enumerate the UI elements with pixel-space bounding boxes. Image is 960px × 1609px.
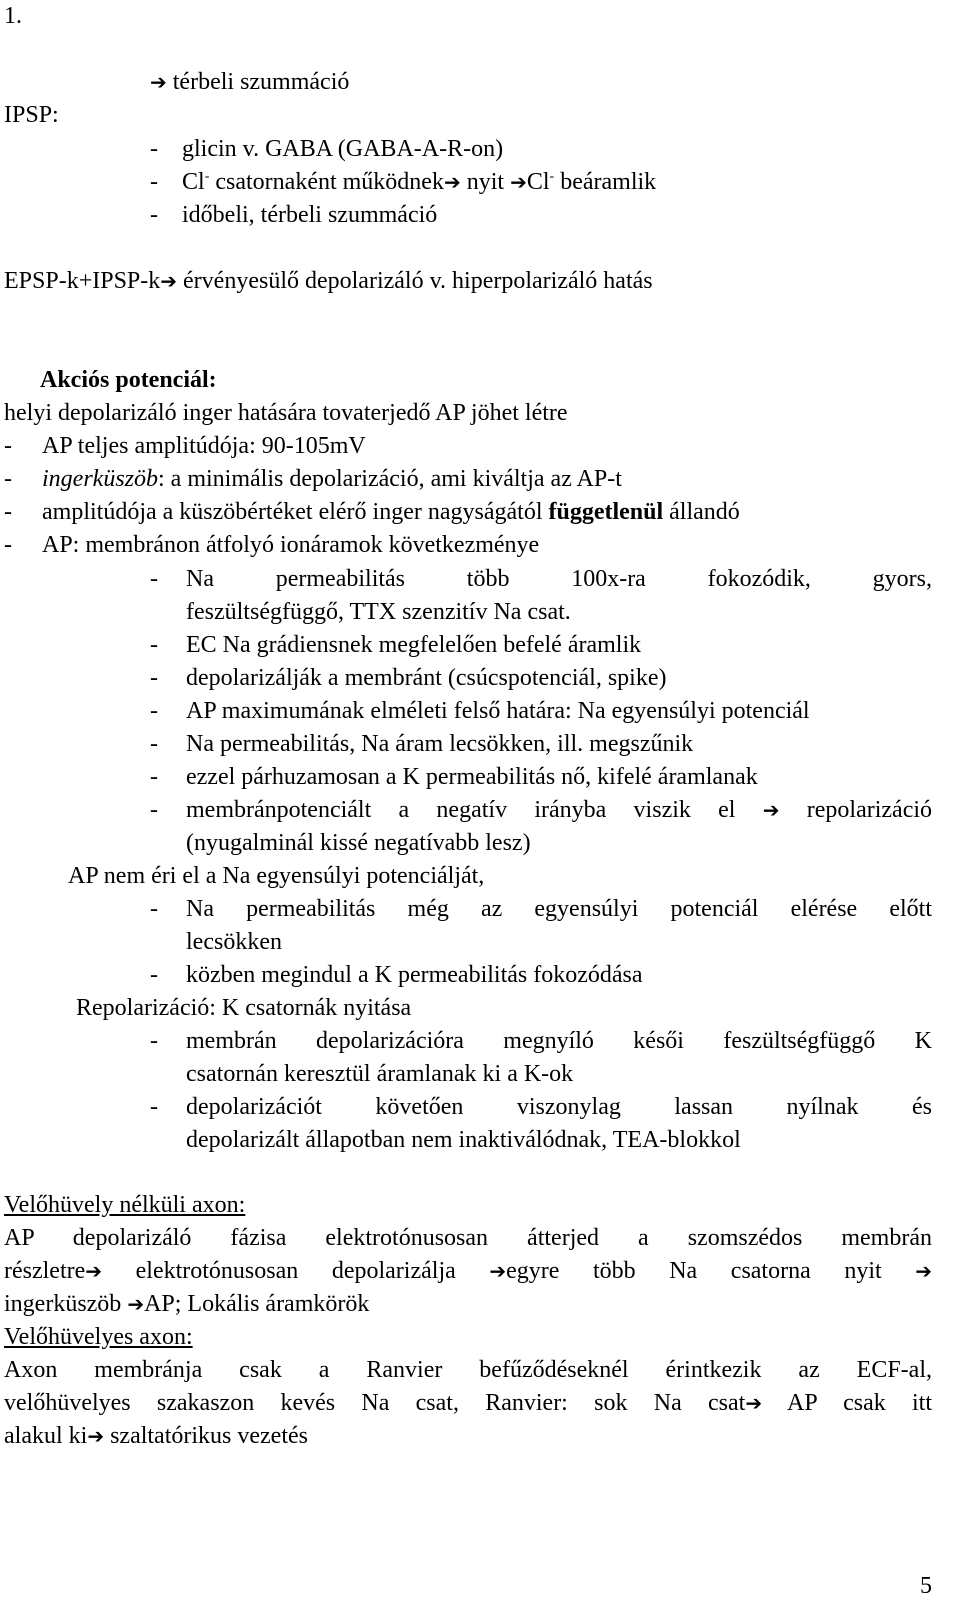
ap-item: - AP: membránon átfolyó ionáramok következménye — [4, 532, 540, 558]
unmyelinated-line: AP depolarizáló fázisa elektrotónusosan átterjed a szomszédos membrán — [4, 1225, 932, 1251]
ap-sub-item: depolarizálják a membránt (csúcspotenciál, spike) — [186, 665, 667, 691]
ap-sub-item: Na permeabilitás, Na áram lecsökken, ill. megszűnik — [186, 731, 694, 757]
arrow-icon: ➔ — [160, 269, 178, 293]
ap-item: - ingerküszöb: a minimális depolarizáció, ami kiváltja az AP-t — [4, 466, 622, 492]
arrow-icon: ➔ — [510, 170, 527, 194]
spatial-summation-line — [150, 66, 349, 99]
ap-sub-item-cont: (nyugalminál kissé negatívabb lesz) — [186, 830, 531, 856]
bullet-dash: - — [150, 962, 158, 988]
ap-intro: helyi depolarizáló inger hatására tovaterjedő AP jöhet létre — [4, 400, 568, 426]
arrow-icon: ➔ — [87, 1424, 105, 1448]
myelinated-line: Axon membránja csak a Ranvier befűződéseknél érintkezik az ECF-al, — [4, 1357, 932, 1383]
arrow-icon: ➔ — [762, 798, 780, 822]
arrow-icon: ➔ — [915, 1259, 932, 1283]
myelinated-line: velőhüvelyes szakaszon kevés Na csat, Ranvier: sok Na csat➔ AP csak itt — [4, 1390, 933, 1416]
bullet-dash: - — [150, 797, 158, 823]
ap-sub-item: EC Na grádiensnek megfelelően befelé áramlik — [186, 632, 642, 658]
unmyelinated-heading: Velőhüvely nélküli axon: — [4, 1192, 246, 1218]
repol-item-cont: csatornán keresztül áramlanak ki a K-ok — [186, 1061, 574, 1087]
arrow-icon: ➔ — [443, 170, 461, 194]
ipsp-item: - glicin v. GABA (GABA-A-R-on) — [150, 136, 504, 162]
ap-sub-item: ezzel párhuzamosan a K permeabilitás nő, kifelé áramlanak — [186, 764, 758, 790]
repol-item: membrán depolarizációra megnyíló késői feszültségfüggő K — [186, 1028, 932, 1054]
myelinated-line: alakul ki➔ szaltatórikus vezetés — [4, 1423, 308, 1449]
arrow-icon: ➔ — [85, 1259, 103, 1283]
bullet-dash: - — [150, 764, 158, 790]
ap-item: - amplitúdója a küszöbértéket elérő inger nagyságától függetlenül állandó — [4, 499, 740, 525]
arrow-icon: ➔ — [745, 1391, 763, 1415]
arrow-icon: ➔ — [127, 1292, 145, 1316]
bullet-dash: - — [150, 896, 158, 922]
unmyelinated-line: részletre➔ elektrotónusosan depolarizálja ➔egyre több Na csatorna nyit ➔ — [4, 1258, 932, 1284]
arrow-icon: ➔ — [150, 70, 167, 94]
repol-item: depolarizációt követően viszonylag lassan nyílnak és — [186, 1094, 932, 1120]
arrow-icon: ➔ — [489, 1259, 507, 1283]
ipsp-item: - időbeli, térbeli szummáció — [150, 202, 438, 228]
bullet-dash: - — [150, 566, 158, 592]
na-item: közben megindul a K permeabilitás fokozódása — [186, 962, 643, 988]
ap-item: - AP teljes amplitúdója: 90-105mV — [4, 433, 366, 459]
action-potential-heading: Akciós potenciál: — [40, 367, 217, 393]
myelinated-heading: Velőhüvelyes axon: — [4, 1324, 193, 1350]
bullet-dash: - — [150, 632, 158, 658]
unmyelinated-line: ingerküszöb ➔AP; Lokális áramkörök — [4, 1291, 370, 1317]
repolarization-heading: Repolarizáció: K csatornák nyitása — [76, 995, 412, 1021]
ap-sub-item: Na permeabilitás több 100x-ra fokozódik, gyors, — [186, 566, 932, 592]
repol-item-cont: depolarizált állapotban nem inaktiválódnak, TEA-blokkol — [186, 1127, 741, 1153]
bullet-dash: - — [150, 698, 158, 724]
epsp-ipsp-line: EPSP-k+IPSP-k➔ érvényesülő depolarizáló v. hiperpolarizáló hatás — [4, 268, 653, 294]
top-number: 1. — [4, 3, 22, 29]
ap-sub-item: AP maximumának elméleti felső határa: Na egyensúlyi potenciál — [186, 698, 810, 724]
ipsp-item: - Cl- csatornaként működnek➔ nyit ➔Cl- beáramlik — [150, 169, 657, 195]
spatial-summation-text: térbeli szummáció — [172, 69, 350, 95]
na-item: Na permeabilitás még az egyensúlyi potenciál elérése előtt — [186, 896, 932, 922]
ipsp-label: IPSP: — [4, 102, 59, 128]
ap-sub-item-cont: feszültségfüggő, TTX szenzitív Na csat. — [186, 599, 571, 625]
ap-sub-item: membránpotenciált a negatív irányba viszik el ➔ repolarizáció — [186, 797, 933, 823]
bullet-dash: - — [150, 1094, 158, 1120]
bullet-dash: - — [150, 1028, 158, 1054]
page-number: 5 — [920, 1573, 932, 1599]
na-note: AP nem éri el a Na egyensúlyi potenciálját, — [68, 863, 485, 889]
na-item-cont: lecsökken — [186, 929, 282, 955]
bullet-dash: - — [150, 665, 158, 691]
bullet-dash: - — [150, 731, 158, 757]
